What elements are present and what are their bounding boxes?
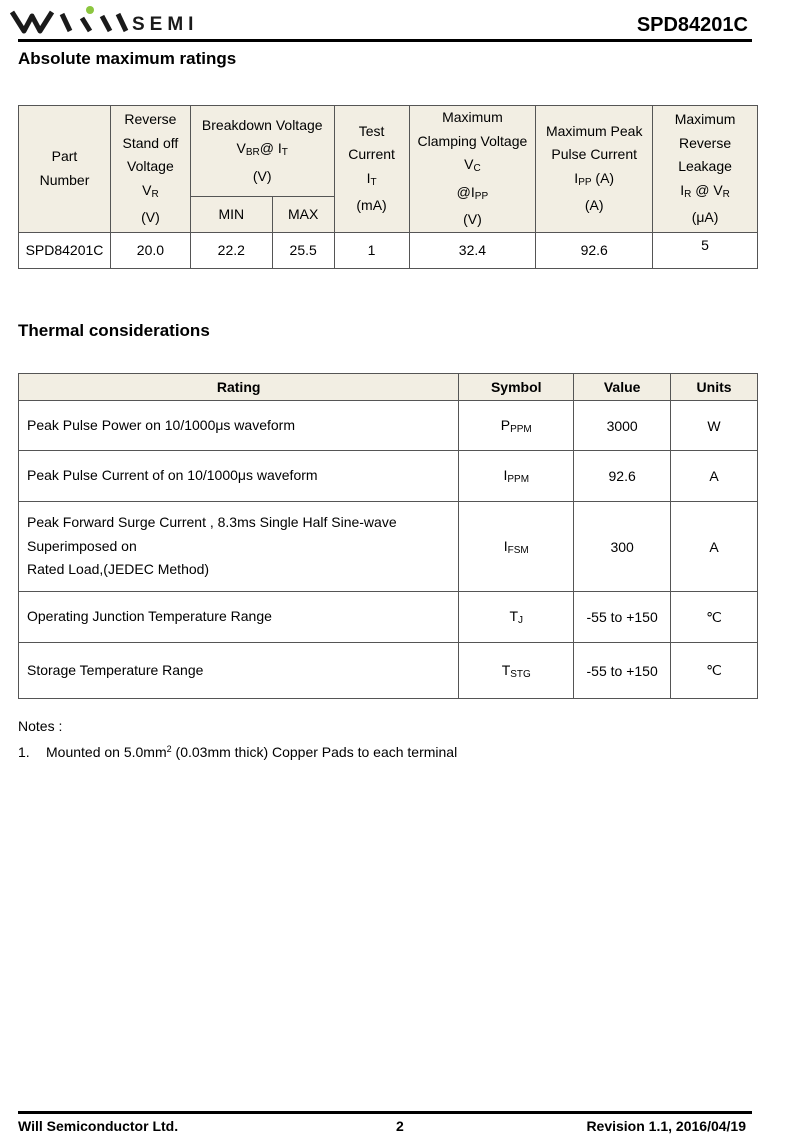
cell-value: 3000 [574,401,671,451]
cell-unit: ℃ [671,592,758,643]
logo-text: SEMI [132,14,199,35]
cell-unit: ℃ [671,643,758,699]
header-reverse-leakage: Maximum Reverse Leakage $I_R$ @ $V_R$ (μA) [653,106,758,233]
cell-symbol: $T_{STG}$ [459,643,574,699]
cell-ir: 5 [653,232,758,268]
cell-value: 300 [574,502,671,592]
table-row [19,401,758,451]
table-row [19,451,758,502]
cell-rating: Peak Pulse Current of on 10/1000μs waveform [19,451,459,502]
cell-rating: Peak Pulse Power on 10/1000μs waveform [19,401,459,451]
cell-vr: 20.0 [110,232,190,268]
header-units: Units [671,374,758,401]
header-peak-pulse-current: Maximum Peak Pulse Current $I_{PP}$ (A) (A) [536,106,653,233]
footer-company: Will Semiconductor Ltd. [18,1118,179,1134]
cell-vc: 32.4 [409,232,536,268]
cell-vbr-min: 22.2 [190,232,272,268]
header-reverse-standoff: Reverse Stand off Voltage $V_R$ (V) [110,106,190,233]
table-row [19,502,758,592]
cell-rating: Operating Junction Temperature Range [19,592,459,643]
cell-unit: A [671,502,758,592]
note-number: 1. [18,744,30,760]
cell-it: 1 [334,232,409,268]
document-id: SPD84201C [636,14,748,36]
section-title-ratings: Absolute maximum ratings [18,49,237,68]
header-min: MIN [190,196,272,232]
header-symbol: Symbol [459,374,574,401]
thermal-table [18,373,758,699]
footer-revision: Revision 1.1, 2016/04/19 [586,1118,746,1134]
cell-unit: W [671,401,758,451]
cell-ipp: 92.6 [536,232,653,268]
cell-part-number: SPD84201C [19,232,111,268]
notes [18,715,457,764]
header-breakdown-voltage: Breakdown Voltage $V_{BR}@$ $I_T$ (V) [190,106,334,197]
footer-page-number: 2 [396,1118,404,1134]
footer-rule [18,1111,752,1114]
table-row [19,643,758,699]
notes-title: Notes : [18,718,63,734]
header-rating: Rating [19,374,459,401]
header-clamping-voltage: Maximum Clamping Voltage $V_C$ $@I_{PP}$ (V) [409,106,536,233]
table-row [19,232,758,268]
header-value: Value [574,374,671,401]
cell-value: 92.6 [574,451,671,502]
ratings-table [18,105,758,269]
cell-symbol: $T_J$ [459,592,574,643]
cell-value: -55 to +150 [574,592,671,643]
cell-unit: A [671,451,758,502]
note-item: 1. Mounted on $5.0mm^2$ (0.03mm thick) Copper Pads to each terminal [18,738,457,764]
header-part-number: Part Number [19,106,111,233]
cell-vbr-max: 25.5 [272,232,334,268]
section-title-thermal: Thermal considerations [18,321,210,340]
header-test-current: Test Current $I_T$ (mA) [334,106,409,233]
header-rule [18,39,752,42]
cell-symbol: $I_{FSM}$ [459,502,574,592]
cell-rating: Storage Temperature Range [19,643,459,699]
cell-rating: Peak Forward Surge Current , 8.3ms Single Half Sine-wave Superimposed on Rated Load,(JEDEC Method) [19,502,459,592]
cell-symbol: $P_{PPM}$ [459,401,574,451]
table-row [19,592,758,643]
cell-value: -55 to +150 [574,643,671,699]
header-max: MAX [272,196,334,232]
cell-symbol: $I_{PPM}$ [459,451,574,502]
